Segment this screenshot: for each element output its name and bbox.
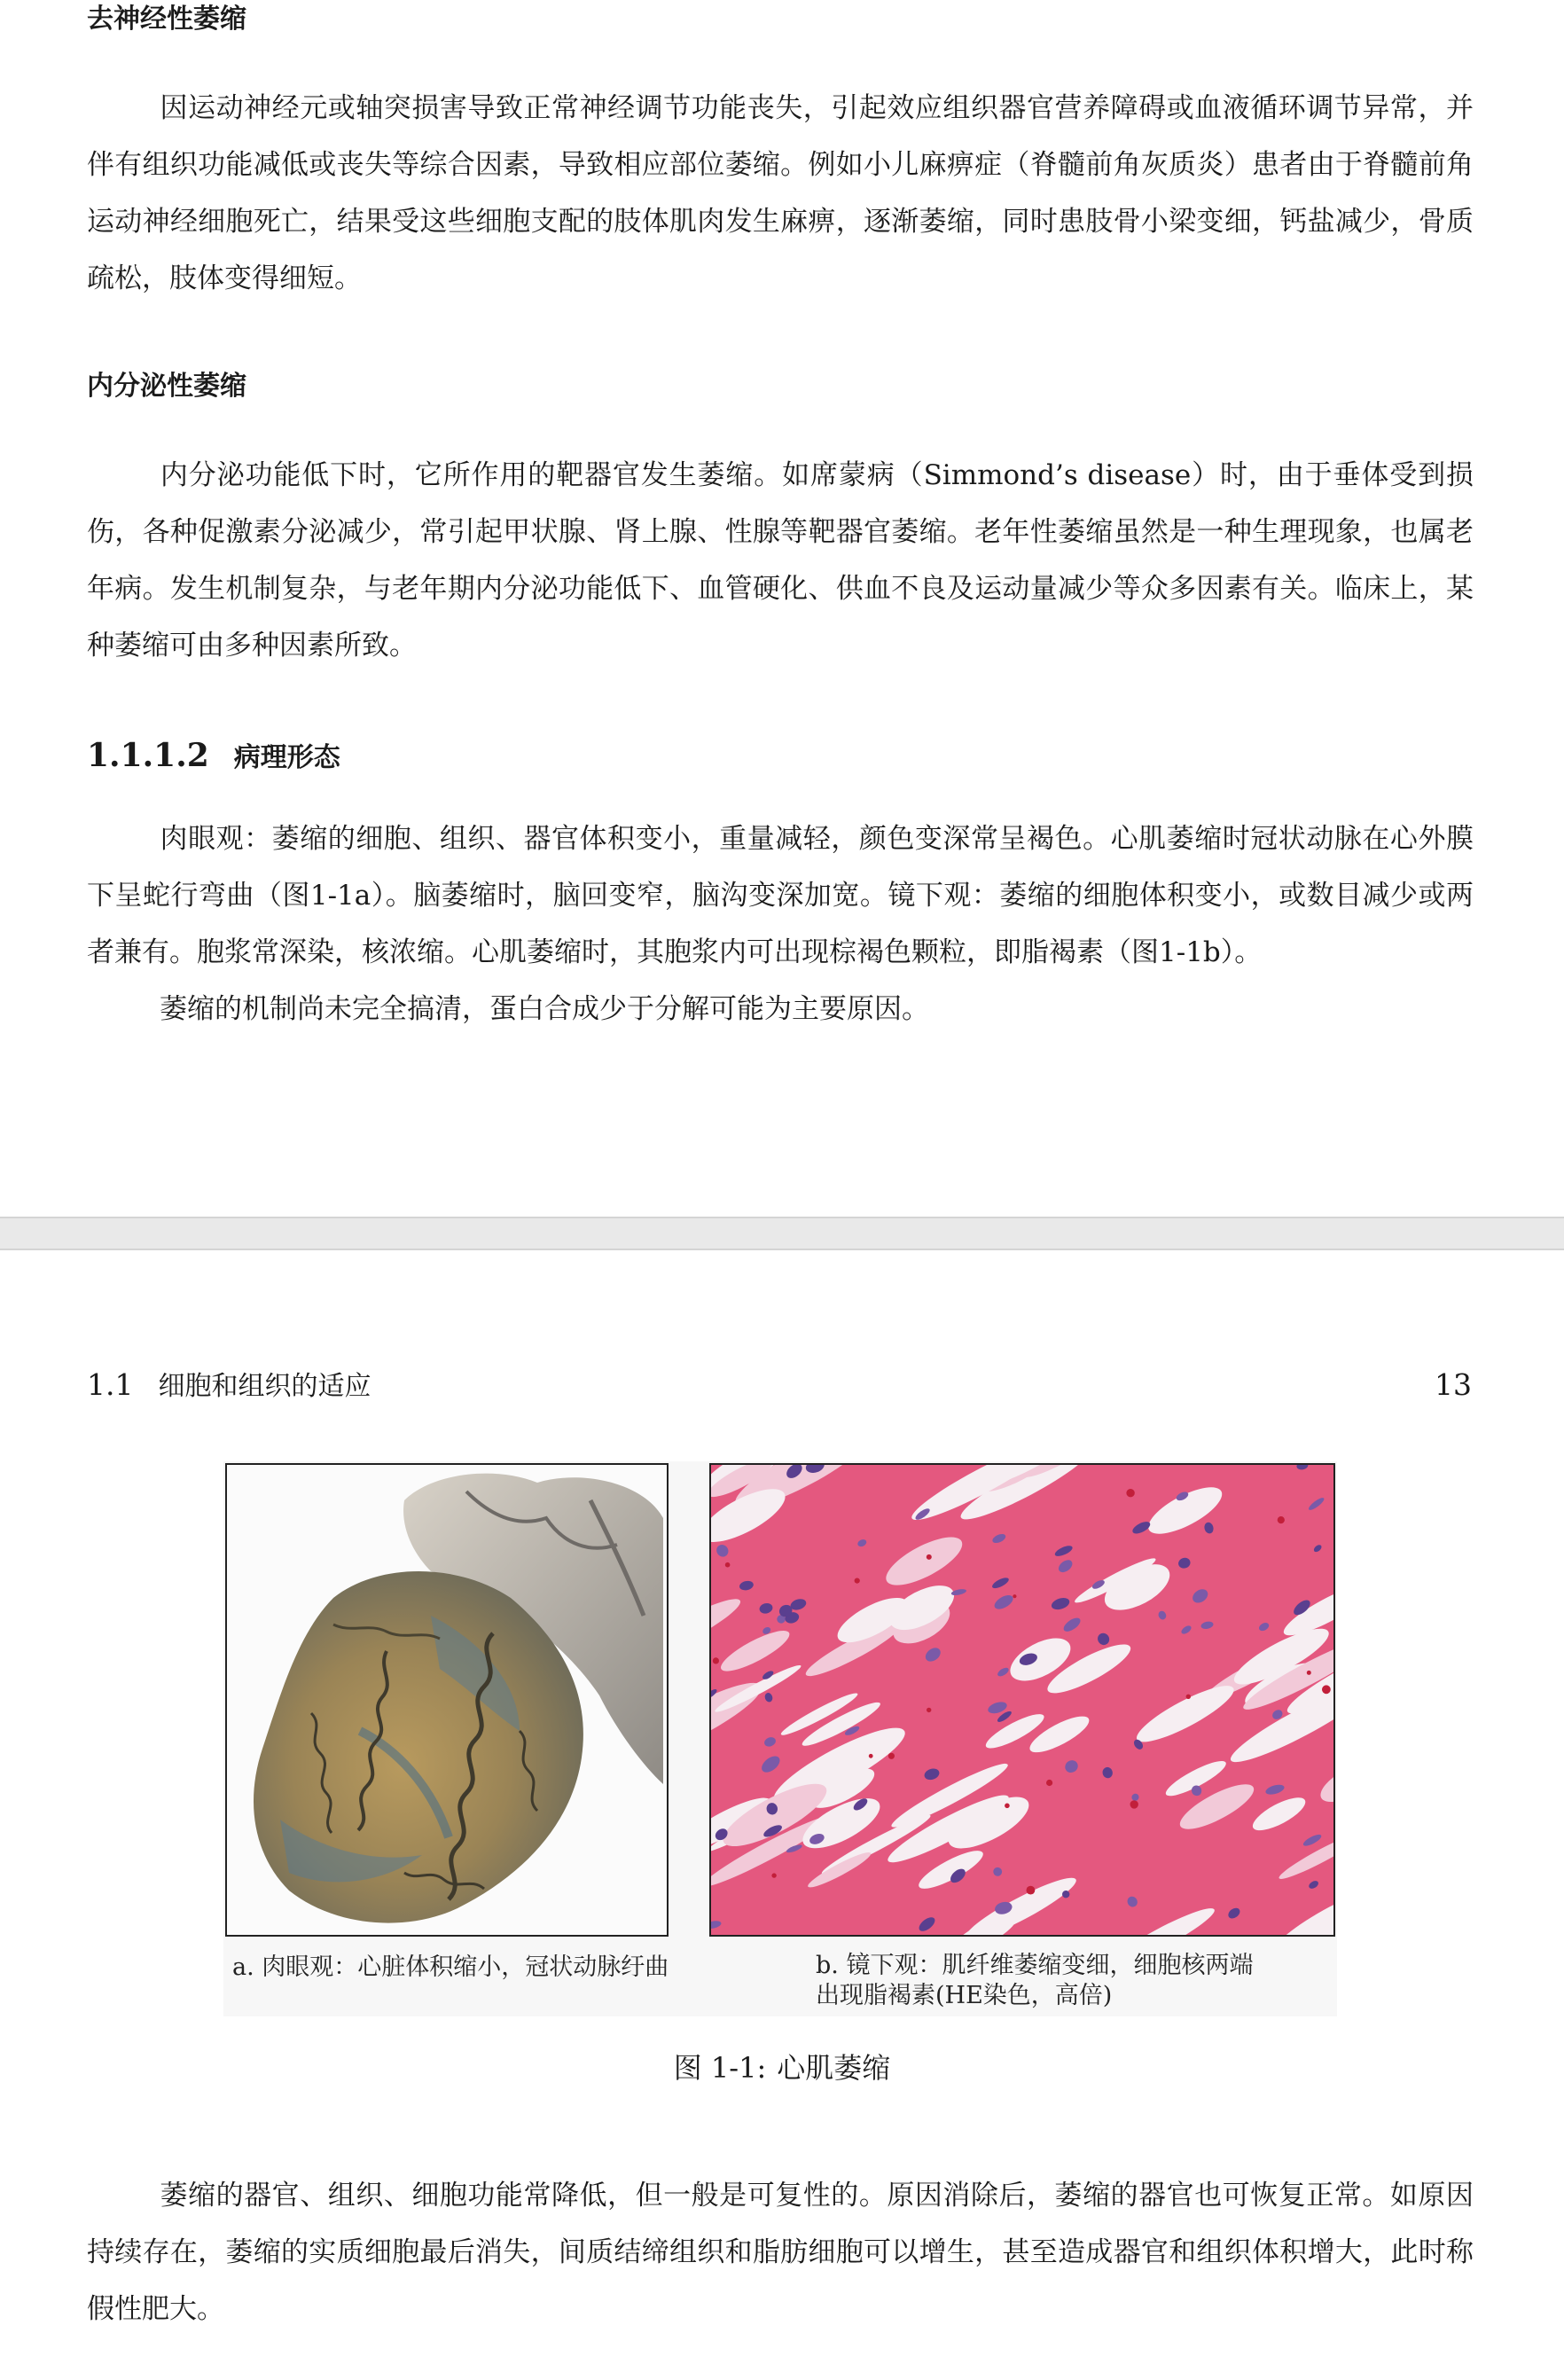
figure-title: 心肌萎缩 bbox=[777, 2051, 891, 2085]
header-title: 细胞和组织的适应 bbox=[158, 1371, 371, 1402]
myocardium-he-micrograph bbox=[709, 1463, 1335, 1937]
figure-label: 图 1-1: bbox=[673, 2051, 767, 2085]
paragraph-mechanism: 萎缩的机制尚未完全搞清，蛋白合成少于分解可能为主要原因。 bbox=[160, 993, 929, 1025]
caption-panel-a: a. 肉眼观：心脏体积缩小，冠状动脉纡曲 bbox=[232, 1953, 669, 1981]
heading-denervation-atrophy: 去神经性萎缩 bbox=[87, 4, 246, 35]
section-title: 病理形态 bbox=[233, 742, 340, 773]
heading-endocrine-atrophy: 内分泌性萎缩 bbox=[87, 371, 246, 402]
paragraph-gross-microscopic: 肉眼观：萎缩的细胞、组织、器官体积变小，重量减轻，颜色变深常呈褐色。心肌萎缩时冠状动脉在心外膜下呈蛇行弯曲（图1-1a）。脑萎缩时，脑回变窄，脑沟变深加宽。镜下观：萎缩的细胞体积变小，或数目减少或两者兼有。胞浆常深染，核浓缩。心肌萎缩时，其胞浆内可出现棕褐色颗粒，即脂褐素（图1-1b）。 bbox=[87, 823, 1474, 968]
section-number: 1.1.1.2 bbox=[87, 737, 209, 774]
paragraph-endocrine-atrophy: 内分泌功能低下时，它所作用的靶器官发生萎缩。如席蒙病（Simmond’s disease）时，由于垂体受到损伤，各种促激素分泌减少，常引起甲状腺、肾上腺、性腺等靶器官萎缩。老年性萎缩虽然是一种生理现象，也属老年病。发生机制复杂，与老年期内分泌功能低下、血管硬化、供血不良及运动量减少等众多因素有关。临床上，某种萎缩可由多种因素所致。 bbox=[87, 459, 1474, 662]
figure-caption bbox=[0, 2048, 1564, 2087]
running-header bbox=[87, 1366, 371, 1406]
paragraph-denervation-atrophy: 因运动神经元或轴突损害导致正常神经调节功能丧失，引起效应组织器官营养障碍或血液循环调节异常，并伴有组织功能减低或丧失等综合因素，导致相应部位萎缩。例如小儿麻痹症（脊髓前角灰质炎）患者由于脊髓前角运动神经细胞死亡，结果受这些细胞支配的肢体肌肉发生麻痹，逐渐萎缩，同时患肢骨小梁变细，钙盐减少，骨质疏松，肢体变得细短。 bbox=[87, 92, 1474, 294]
paragraph-reversibility: 萎缩的器官、组织、细胞功能常降低，但一般是可复性的。原因消除后，萎缩的器官也可恢复正常。如原因持续存在，萎缩的实质细胞最后消失，间质结缔组织和脂肪细胞可以增生，甚至造成器官和组织体积增大，此时称假性肥大。 bbox=[87, 2180, 1474, 2325]
section-heading-pathology bbox=[87, 736, 340, 778]
header-section-number: 1.1 bbox=[87, 1367, 134, 1402]
page-number: 13 bbox=[1435, 1367, 1472, 1402]
caption-panel-b: b. 镜下观：肌纤维萎缩变细，细胞核两端 出现脂褐素(HE染色，高倍) bbox=[816, 1952, 1254, 2009]
page-lower bbox=[0, 1250, 1564, 2380]
heart-gross-photo bbox=[225, 1463, 669, 1937]
page-separator bbox=[0, 1217, 1564, 1250]
